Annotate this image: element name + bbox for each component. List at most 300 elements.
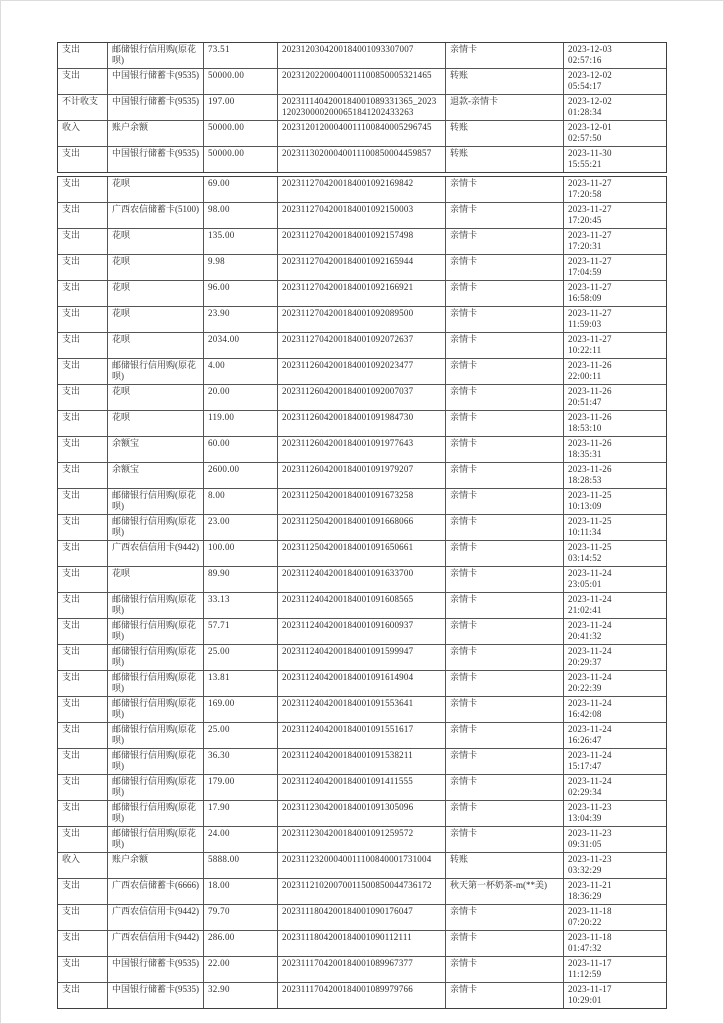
cell-inout-type: 支出 [58,931,108,956]
cell-time: 17:04:59 [568,267,602,277]
cell-datetime [564,723,666,748]
cell-transaction-id: 20231130200040011100850004459857 [278,147,446,172]
cell-inout-type: 支出 [58,879,108,904]
cell-remark: 亲情卡 [446,697,564,722]
cell-payment-method: 花呗 [108,255,204,280]
cell-transaction-id: 2023112704200184001092072637 [278,333,446,358]
cell-inout-type: 支出 [58,203,108,228]
cell-payment-method: 中国银行储蓄卡(9535) [108,69,204,94]
cell-inout-type: 收入 [58,853,108,878]
cell-transaction-id: 2023112604200184001091984730 [278,411,446,436]
cell-payment-method: 广西农信信用卡(9442) [108,905,204,930]
cell-remark: 亲情卡 [446,645,564,670]
table-row [58,489,666,515]
cell-amount: 18.00 [204,879,278,904]
cell-payment-method: 邮储银行信用购(原花呗) [108,359,204,384]
cell-amount: 25.00 [204,723,278,748]
cell-remark: 亲情卡 [446,437,564,462]
cell-date: 2023-11-27 [568,282,612,292]
table-row [58,619,666,645]
cell-time: 17:20:45 [568,215,602,225]
cell-remark: 转账 [446,147,564,172]
cell-remark: 亲情卡 [446,905,564,930]
cell-datetime [564,645,666,670]
table-row [58,645,666,671]
cell-date: 2023-11-27 [568,178,612,188]
cell-payment-method: 余额宝 [108,463,204,488]
table-row [58,879,666,905]
table-row [58,983,666,1008]
cell-remark: 亲情卡 [446,359,564,384]
cell-payment-method: 广西农信信用卡(9442) [108,931,204,956]
cell-payment-method: 中国银行储蓄卡(9535) [108,95,204,120]
cell-payment-method: 邮储银行信用购(原花呗) [108,619,204,644]
cell-time: 17:20:58 [568,189,602,199]
cell-payment-method: 中国银行储蓄卡(9535) [108,957,204,982]
cell-inout-type: 支出 [58,645,108,670]
cell-datetime [564,957,666,982]
table-row [58,69,666,95]
table-row [58,515,666,541]
cell-time: 09:31:05 [568,839,602,849]
cell-transaction-id: 2023112504200184001091673258 [278,489,446,514]
cell-remark: 亲情卡 [446,229,564,254]
cell-time: 10:13:09 [568,501,602,511]
cell-payment-method: 邮储银行信用购(原花呗) [108,489,204,514]
cell-transaction-id: 2023111704200184001089979766 [278,983,446,1008]
cell-payment-method: 邮储银行信用购(原花呗) [108,645,204,670]
cell-amount: 69.00 [204,177,278,202]
cell-date: 2023-11-25 [568,542,612,552]
cell-datetime [564,697,666,722]
cell-amount: 286.00 [204,931,278,956]
cell-transaction-id: 2023112704200184001092165944 [278,255,446,280]
cell-amount: 33.13 [204,593,278,618]
cell-remark: 亲情卡 [446,801,564,826]
cell-transaction-id: 20231201200040011100840005296745 [278,121,446,146]
cell-datetime [564,203,666,228]
cell-datetime [564,385,666,410]
cell-inout-type: 支出 [58,515,108,540]
table-row [58,203,666,229]
cell-time: 07:20:22 [568,917,602,927]
cell-datetime [564,749,666,774]
cell-date: 2023-12-01 [568,122,612,132]
cell-amount: 96.00 [204,281,278,306]
cell-amount: 179.00 [204,775,278,800]
table-row [58,437,666,463]
cell-date: 2023-12-02 [568,96,612,106]
cell-date: 2023-11-26 [568,438,612,448]
cell-payment-method: 邮储银行信用购(原花呗) [108,775,204,800]
cell-date: 2023-11-24 [568,620,612,630]
cell-remark: 亲情卡 [446,983,564,1008]
cell-transaction-id: 2023112704200184001092169842 [278,177,446,202]
cell-payment-method: 邮储银行信用购(原花呗) [108,43,204,68]
cell-remark: 亲情卡 [446,255,564,280]
cell-time: 10:22:11 [568,345,602,355]
cell-datetime [564,437,666,462]
cell-transaction-id: 2023112304200184001091259572 [278,827,446,852]
table-row [58,957,666,983]
cell-time: 20:41:32 [568,631,602,641]
cell-transaction-id: 20231202200040011100850005321465 [278,69,446,94]
cell-payment-method: 邮储银行信用购(原花呗) [108,671,204,696]
cell-time: 10:29:01 [568,995,602,1005]
cell-remark: 亲情卡 [446,515,564,540]
cell-time: 18:35:31 [568,449,602,459]
cell-remark: 转账 [446,853,564,878]
cell-payment-method: 邮储银行信用购(原花呗) [108,593,204,618]
cell-amount: 36.30 [204,749,278,774]
cell-amount: 50000.00 [204,147,278,172]
table-row [58,931,666,957]
cell-remark: 亲情卡 [446,333,564,358]
cell-amount: 5888.00 [204,853,278,878]
cell-remark: 亲情卡 [446,593,564,618]
cell-time: 20:22:39 [568,683,602,693]
cell-inout-type: 支出 [58,723,108,748]
cell-payment-method: 邮储银行信用购(原花呗) [108,515,204,540]
cell-payment-method: 邮储银行信用购(原花呗) [108,749,204,774]
cell-date: 2023-11-23 [568,854,612,864]
cell-inout-type: 支出 [58,593,108,618]
cell-datetime [564,801,666,826]
cell-transaction-id: 2023112604200184001092007037 [278,385,446,410]
cell-payment-method: 邮储银行信用购(原花呗) [108,697,204,722]
cell-remark: 亲情卡 [446,723,564,748]
cell-datetime [564,983,666,1008]
cell-time: 10:11:34 [568,527,602,537]
cell-date: 2023-11-25 [568,516,612,526]
cell-transaction-id: 2023112704200184001092166921 [278,281,446,306]
table-row [58,385,666,411]
cell-time: 11:12:59 [568,969,602,979]
cell-datetime [564,281,666,306]
cell-payment-method: 花呗 [108,177,204,202]
table-row [58,593,666,619]
cell-transaction-id: 2023111804200184001090112111 [278,931,446,956]
cell-datetime [564,775,666,800]
cell-datetime [564,827,666,852]
cell-payment-method: 广西农信信用卡(9442) [108,541,204,566]
cell-remark: 亲情卡 [446,463,564,488]
cell-remark: 亲情卡 [446,307,564,332]
cell-transaction-id: 20231121020070011500850044736172 [278,879,446,904]
transactions-table-area [57,42,667,1009]
cell-amount: 100.00 [204,541,278,566]
cell-date: 2023-11-23 [568,828,612,838]
cell-amount: 20.00 [204,385,278,410]
cell-amount: 25.00 [204,645,278,670]
cell-time: 11:59:03 [568,319,602,329]
table-row [58,121,666,147]
cell-date: 2023-11-27 [568,334,612,344]
cell-amount: 135.00 [204,229,278,254]
cell-date: 2023-11-24 [568,750,612,760]
cell-date: 2023-11-24 [568,568,612,578]
cell-time: 16:58:09 [568,293,602,303]
cell-date: 2023-11-27 [568,256,612,266]
table-row [58,255,666,281]
cell-datetime [564,229,666,254]
cell-date: 2023-11-18 [568,906,612,916]
cell-inout-type: 支出 [58,905,108,930]
cell-transaction-id: 2023112404200184001091599947 [278,645,446,670]
cell-transaction-id: 2023112404200184001091608565 [278,593,446,618]
cell-inout-type: 支出 [58,463,108,488]
cell-datetime [564,671,666,696]
cell-remark: 亲情卡 [446,775,564,800]
cell-time: 02:29:34 [568,787,602,797]
cell-datetime [564,853,666,878]
cell-payment-method: 邮储银行信用购(原花呗) [108,801,204,826]
cell-remark: 亲情卡 [446,43,564,68]
cell-datetime [564,593,666,618]
transactions-table-section-2 [57,176,667,1009]
cell-inout-type: 支出 [58,567,108,592]
cell-amount: 13.81 [204,671,278,696]
cell-inout-type: 支出 [58,437,108,462]
table-row [58,723,666,749]
table-row [58,671,666,697]
cell-transaction-id: 2023112404200184001091600937 [278,619,446,644]
table-row [58,177,666,203]
cell-date: 2023-11-24 [568,698,612,708]
cell-remark: 亲情卡 [446,541,564,566]
table-row [58,905,666,931]
cell-transaction-id: 2023112404200184001091411555 [278,775,446,800]
cell-time: 05:54:17 [568,81,602,91]
cell-time: 18:28:53 [568,475,602,485]
cell-time: 18:36:29 [568,891,602,901]
cell-transaction-id: 2023112404200184001091538211 [278,749,446,774]
cell-datetime [564,177,666,202]
cell-remark: 亲情卡 [446,931,564,956]
cell-payment-method: 账户余额 [108,853,204,878]
table-row [58,853,666,879]
cell-payment-method: 广西农信储蓄卡(5100) [108,203,204,228]
table-row [58,827,666,853]
cell-payment-method: 邮储银行信用购(原花呗) [108,723,204,748]
cell-payment-method: 花呗 [108,385,204,410]
cell-payment-method: 花呗 [108,333,204,358]
cell-datetime [564,147,666,172]
cell-inout-type: 支出 [58,801,108,826]
cell-inout-type: 支出 [58,541,108,566]
cell-datetime [564,489,666,514]
cell-remark: 转账 [446,121,564,146]
cell-payment-method: 中国银行储蓄卡(9535) [108,147,204,172]
cell-time: 01:47:32 [568,943,602,953]
cell-amount: 23.00 [204,515,278,540]
cell-inout-type: 支出 [58,619,108,644]
cell-time: 03:32:29 [568,865,602,875]
cell-remark: 亲情卡 [446,177,564,202]
cell-transaction-id: 2023112704200184001092157498 [278,229,446,254]
cell-inout-type: 不计收支 [58,95,108,120]
cell-date: 2023-11-26 [568,464,612,474]
cell-datetime [564,255,666,280]
cell-amount: 9.98 [204,255,278,280]
cell-transaction-id: 2023112504200184001091668066 [278,515,446,540]
cell-date: 2023-11-17 [568,958,612,968]
cell-date: 2023-11-21 [568,880,612,890]
cell-amount: 17.90 [204,801,278,826]
cell-transaction-id: 2023112604200184001091979207 [278,463,446,488]
cell-remark: 亲情卡 [446,749,564,774]
table-row [58,411,666,437]
cell-time: 15:17:47 [568,761,602,771]
table-row [58,463,666,489]
cell-amount: 197.00 [204,95,278,120]
cell-payment-method: 花呗 [108,229,204,254]
cell-payment-method: 余额宝 [108,437,204,462]
cell-datetime [564,931,666,956]
cell-date: 2023-11-24 [568,594,612,604]
cell-datetime [564,359,666,384]
cell-amount: 22.00 [204,957,278,982]
cell-time: 01:28:34 [568,107,602,117]
cell-time: 18:53:10 [568,423,602,433]
table-row [58,697,666,723]
cell-transaction-id: 2023112404200184001091633700 [278,567,446,592]
cell-amount: 2600.00 [204,463,278,488]
cell-date: 2023-11-23 [568,802,612,812]
cell-transaction-id: 2023111404200184001089331365_20231202300002000651841202433263 [278,95,446,120]
cell-transaction-id: 2023112704200184001092089500 [278,307,446,332]
cell-remark: 退款-亲情卡 [446,95,564,120]
cell-time: 16:42:08 [568,709,602,719]
table-row [58,775,666,801]
cell-inout-type: 支出 [58,177,108,202]
cell-inout-type: 支出 [58,697,108,722]
cell-inout-type: 支出 [58,983,108,1008]
cell-inout-type: 支出 [58,489,108,514]
cell-inout-type: 支出 [58,333,108,358]
cell-remark: 亲情卡 [446,281,564,306]
cell-time: 21:02:41 [568,605,602,615]
cell-date: 2023-12-03 [568,44,612,54]
cell-payment-method: 花呗 [108,411,204,436]
cell-amount: 89.90 [204,567,278,592]
cell-date: 2023-11-30 [568,148,612,158]
cell-remark: 亲情卡 [446,385,564,410]
cell-datetime [564,905,666,930]
cell-remark: 转账 [446,69,564,94]
cell-datetime [564,567,666,592]
cell-inout-type: 支出 [58,775,108,800]
cell-datetime [564,333,666,358]
table-row [58,541,666,567]
cell-amount: 169.00 [204,697,278,722]
cell-date: 2023-11-18 [568,932,612,942]
cell-payment-method: 广西农信储蓄卡(6666) [108,879,204,904]
table-row [58,567,666,593]
table-row [58,333,666,359]
cell-date: 2023-11-17 [568,984,612,994]
cell-transaction-id: 2023112404200184001091551617 [278,723,446,748]
cell-time: 20:51:47 [568,397,602,407]
cell-datetime [564,411,666,436]
cell-inout-type: 支出 [58,229,108,254]
cell-amount: 24.00 [204,827,278,852]
cell-transaction-id: 20231123200040011100840001731004 [278,853,446,878]
cell-inout-type: 支出 [58,43,108,68]
cell-date: 2023-11-24 [568,724,612,734]
cell-payment-method: 邮储银行信用购(原花呗) [108,827,204,852]
cell-time: 17:20:31 [568,241,602,251]
cell-remark: 秋天第一杯奶茶-m(**美) [446,879,564,904]
table-row [58,95,666,121]
cell-payment-method: 账户余额 [108,121,204,146]
cell-payment-method: 花呗 [108,281,204,306]
cell-transaction-id: 2023112604200184001092023477 [278,359,446,384]
transactions-table-section-1 [57,42,667,173]
cell-remark: 亲情卡 [446,567,564,592]
cell-amount: 50000.00 [204,121,278,146]
cell-datetime [564,69,666,94]
cell-date: 2023-11-25 [568,490,612,500]
table-row [58,307,666,333]
cell-inout-type: 支出 [58,281,108,306]
cell-date: 2023-11-24 [568,672,612,682]
cell-amount: 23.90 [204,307,278,332]
cell-date: 2023-11-26 [568,360,612,370]
cell-transaction-id: 2023112704200184001092150003 [278,203,446,228]
cell-date: 2023-12-02 [568,70,612,80]
table-row [58,147,666,172]
cell-transaction-id: 2023112604200184001091977643 [278,437,446,462]
cell-date: 2023-11-27 [568,230,612,240]
cell-time: 22:00:11 [568,371,602,381]
cell-datetime [564,879,666,904]
cell-date: 2023-11-26 [568,412,612,422]
cell-remark: 亲情卡 [446,671,564,696]
cell-date: 2023-11-26 [568,386,612,396]
cell-remark: 亲情卡 [446,827,564,852]
cell-amount: 60.00 [204,437,278,462]
cell-datetime [564,95,666,120]
table-row [58,43,666,69]
cell-datetime [564,541,666,566]
table-row [58,229,666,255]
cell-inout-type: 支出 [58,147,108,172]
cell-date: 2023-11-24 [568,776,612,786]
cell-amount: 98.00 [204,203,278,228]
cell-datetime [564,307,666,332]
cell-datetime [564,43,666,68]
cell-transaction-id: 2023112304200184001091305096 [278,801,446,826]
cell-amount: 57.71 [204,619,278,644]
cell-time: 15:55:21 [568,159,602,169]
cell-amount: 8.00 [204,489,278,514]
cell-amount: 4.00 [204,359,278,384]
cell-remark: 亲情卡 [446,203,564,228]
cell-inout-type: 支出 [58,255,108,280]
cell-remark: 亲情卡 [446,411,564,436]
cell-payment-method: 花呗 [108,567,204,592]
cell-inout-type: 收入 [58,121,108,146]
table-row [58,359,666,385]
cell-date: 2023-11-27 [568,308,612,318]
cell-inout-type: 支出 [58,385,108,410]
cell-transaction-id: 2023112504200184001091650661 [278,541,446,566]
cell-datetime [564,463,666,488]
cell-amount: 50000.00 [204,69,278,94]
cell-transaction-id: 2023111704200184001089967377 [278,957,446,982]
cell-inout-type: 支出 [58,827,108,852]
